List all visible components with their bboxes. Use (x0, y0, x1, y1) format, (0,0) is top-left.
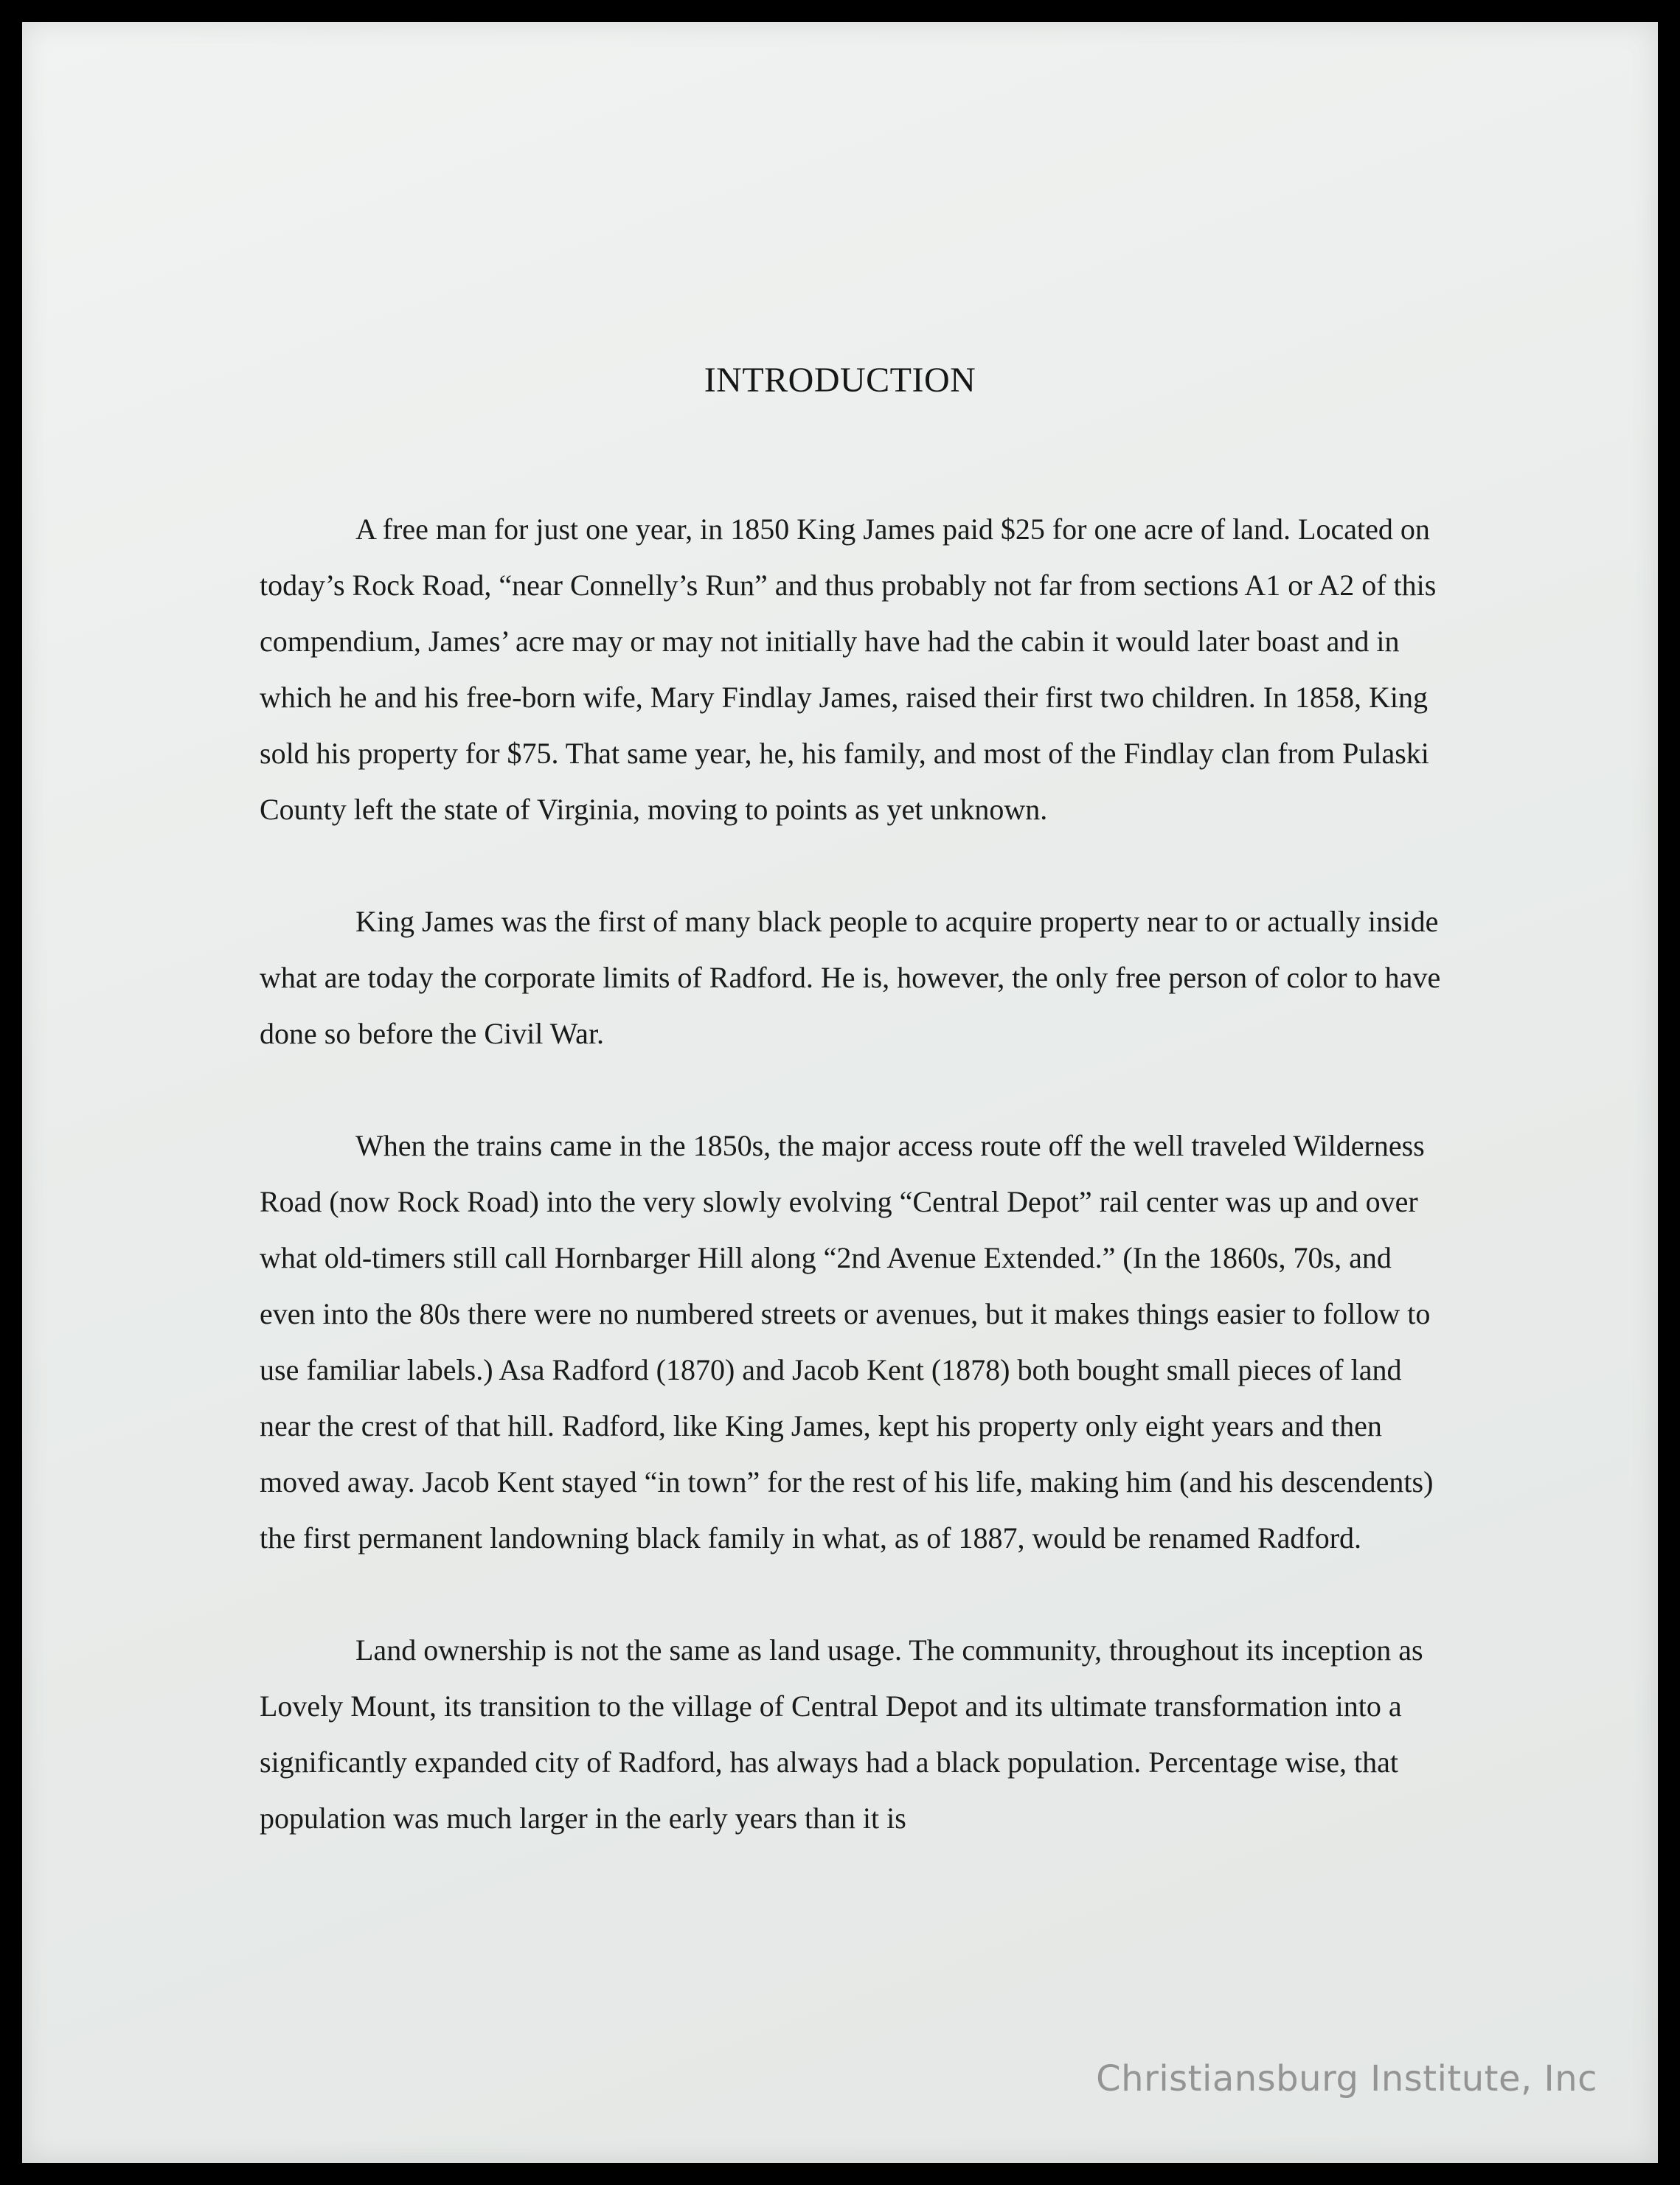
document-body (260, 501, 1454, 1903)
document-page (22, 22, 1658, 2163)
page-title: INTRODUCTION (704, 361, 976, 400)
watermark-text: Christiansburg Institute, Inc (1096, 2058, 1597, 2099)
paragraph-1: A free man for just one year, in 1850 King James paid $25 for one acre of land. Located on today’s Rock Road, “near Connelly’s Run” and thus probably not far from sections A1 or A2 of this compendium, James’ acre may or may not initially have had the cabin it would later boast and in which he and his free-born wife, Mary Findlay James, raised their first two children. In 1858, King sold his property for $75. That same year, he, his family, and most of the Findlay clan from Pulaski County left the state of Virginia, moving to points as yet unknown. (260, 513, 1437, 826)
paragraph-3: When the trains came in the 1850s, the major access route off the well traveled Wilderness Road (now Rock Road) into the very slowly evolving “Central Depot” rail center was up and over what old-timers still call Hornbarger Hill along “2nd Avenue Extended.” (In the 1860s, 70s, and even into the 80s there were no numbered streets or avenues, but it makes things easier to follow to use familiar labels.) Asa Radford (1870) and Jacob Kent (1878) both bought small pieces of land near the crest of that hill. Radford, like King James, kept his property only eight years and then moved away. Jacob Kent stayed “in town” for the rest of his life, making him (and his descendents) the first permanent landowning black family in what, as of 1887, would be renamed Radford. (260, 1129, 1434, 1554)
paragraph-4: Land ownership is not the same as land usage. The community, throughout its inception as Lovely Mount, its transition to the village of Central Depot and its ultimate transformation into a significantly expanded city of Radford, has always had a black population. Percentage wise, that population was much larger in the early years than it is (260, 1633, 1423, 1835)
paragraph-2: King James was the first of many black people to acquire property near to or actually inside what are today the corporate limits of Radford. He is, however, the only free person of color to have done so before the Civil War. (260, 905, 1441, 1050)
